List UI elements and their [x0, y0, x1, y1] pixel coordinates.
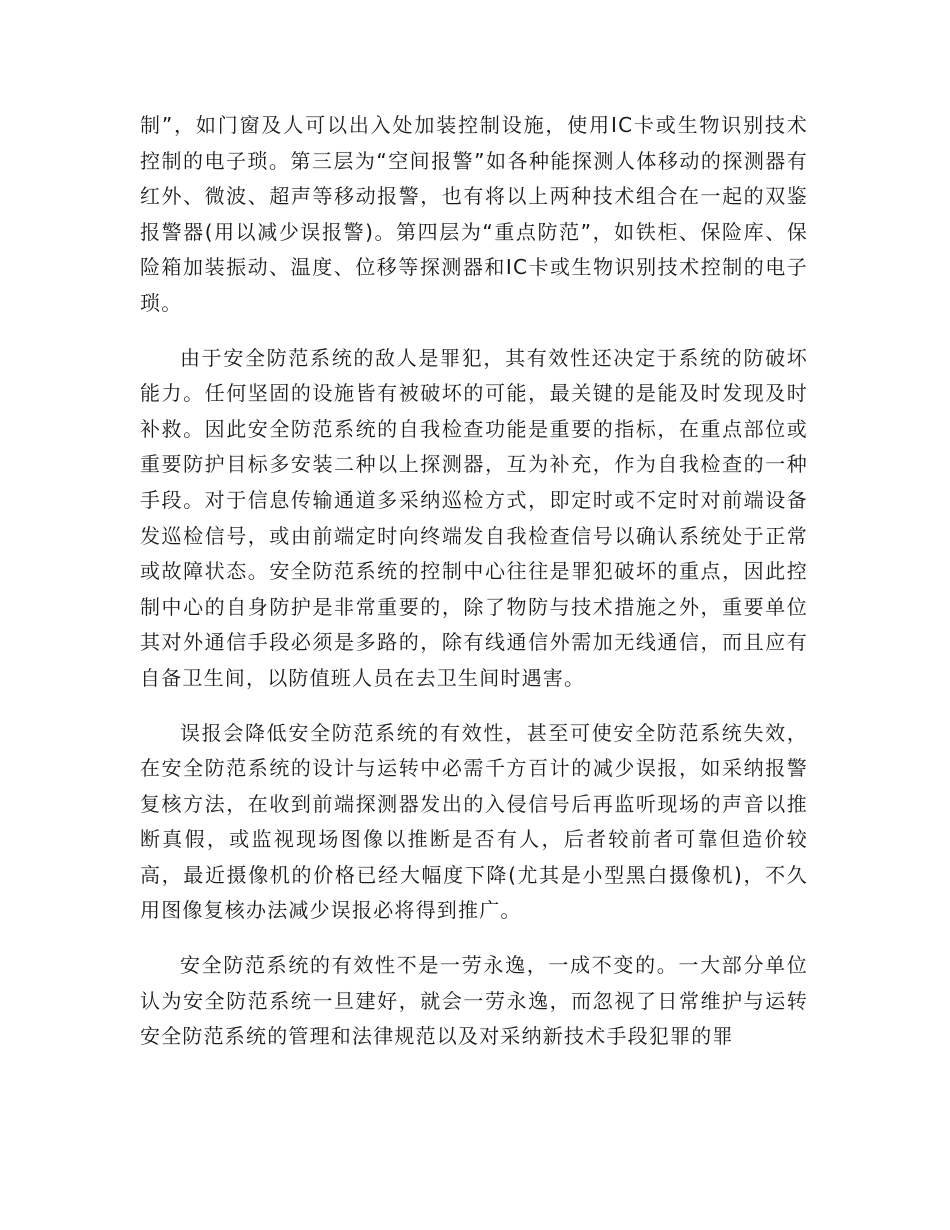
paragraph-3: 误报会降低安全防范系统的有效性，甚至可使安全防范系统失效，在安全防范系统的设计与运转中必需千方百计的减少误报，如采纳报警复核方法，在收到前端探测器发出的入侵信号后再监听现场的声音以推断真假，或监视现场图像以推断是否有人，后者较前者可靠但造价较高，最近摄像机的价格已经大幅度下降(尤其是小型黑白摄像机)，不久用图像复核办法减少误报必将得到推广。	[140, 720, 808, 923]
document-page	[140, 108, 808, 1074]
paragraph-1: 制”，如门窗及人可以出入处加装控制设施，使用IC卡或生物识别技术控制的电子琐。第三层为“空间报警”如各种能探测人体移动的探测器有红外、微波、超声等移动报警，也有将以上两种技术组合在一起的双鉴报警器(用以减少误报警)。第四层为“重点防范”，如铁柜、保险库、保险箱加装振动、温度、位移等探测器和IC卡或生物识别技术控制的电子琐。	[140, 113, 808, 315]
paragraph-4: 安全防范系统的有效性不是一劳永逸，一成不变的。一大部分单位认为安全防范系统一旦建好，就会一劳永逸，而忽视了日常维护与运转安全防范系统的管理和法律规范以及对采纳新技术手段犯罪的罪	[140, 953, 808, 1049]
paragraph-2: 由于安全防范系统的敌人是罪犯，其有效性还决定于系统的防破坏能力。任何坚固的设施皆有被破坏的可能，最关键的是能及时发现及时补救。因此安全防范系统的自我检查功能是重要的指标，在重点部位或重要防护目标多安装二种以上探测器，互为补充，作为自我检查的一种手段。对于信息传输通道多采纳巡检方式，即定时或不定时对前端设备发巡检信号，或由前端定时向终端发自我检查信号以确认系统处于正常或故障状态。安全防范系统的控制中心往往是罪犯破坏的重点，因此控制中心的自身防护是非常重要的，除了物防与技术措施之外，重要单位其对外通信手段必须是多路的，除有线通信外需加无线通信，而且应有自备卫生间，以防值班人员在去卫生间时遇害。	[140, 345, 808, 690]
